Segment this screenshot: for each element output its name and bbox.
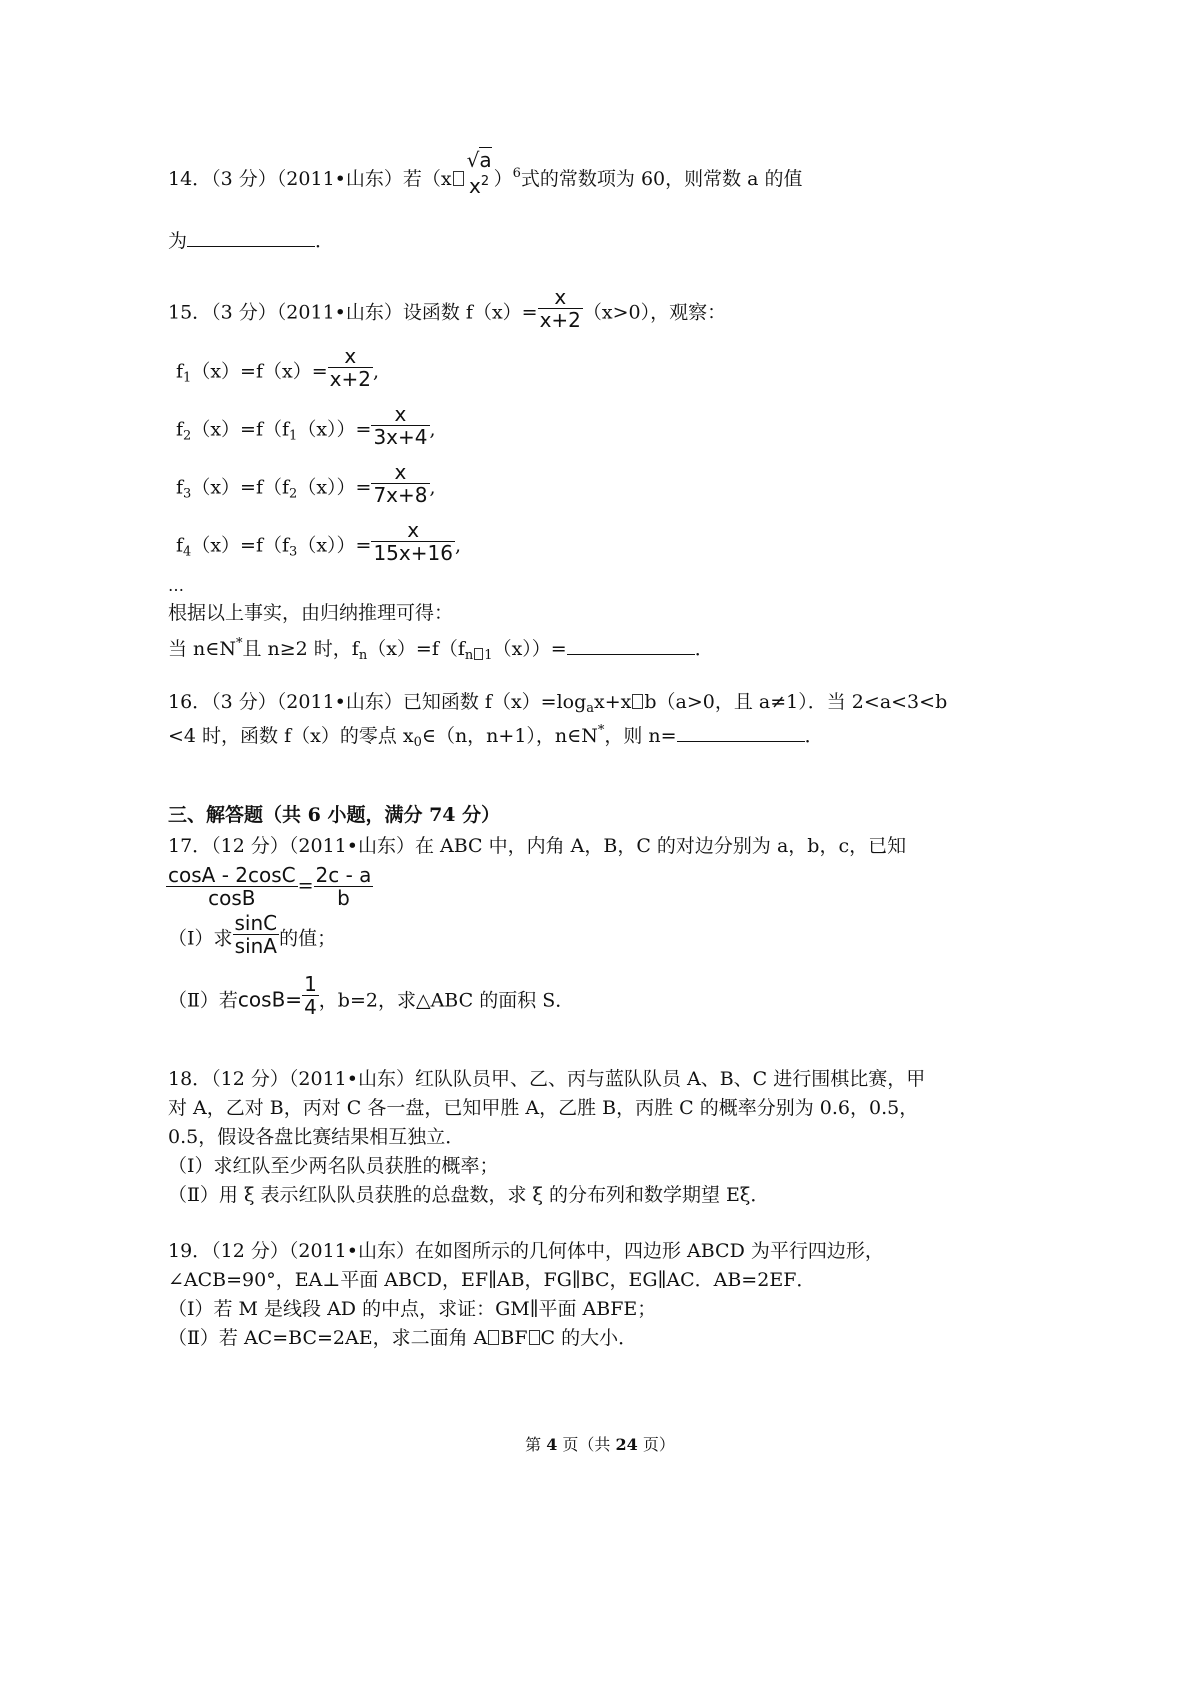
q17-part2-a: （Ⅱ）若 [168, 989, 238, 1012]
q17-frac2-num: 2c - a [315, 863, 372, 887]
page-footer [0, 1437, 1200, 1453]
q15-f4-line [176, 518, 461, 565]
q15-f1-den: x+2 [329, 367, 371, 391]
q15-f3-expr: （x）=f（f [191, 476, 290, 499]
q15-f4-tail: , [454, 534, 461, 557]
footer-page-number: 4 [546, 1435, 558, 1454]
q17-part1-b: 的值； [279, 927, 337, 950]
q19-line1: 19．（12 分）（2011•山东）在如图所示的几何体中，四边形 ABCD 为平行四边形， [168, 1240, 884, 1262]
footer-a: 第 [525, 1435, 547, 1454]
q16-line1-b: x+x [594, 691, 632, 713]
q15-final-sub: n [358, 648, 368, 663]
q15-f3-fraction [371, 461, 429, 506]
q18-line3: 0.5，假设各盘比赛结果相互独立． [168, 1126, 465, 1148]
q14-suffix: 式的常数项为 60，则常数 a 的值 [520, 168, 803, 190]
q16-line2-star: * [597, 723, 605, 738]
q15-answer-blank[interactable] [567, 636, 695, 655]
q14-prefix: 14．（3 分）（2011•山东）若（x [168, 168, 452, 190]
q14-sqrt-a: a [479, 148, 492, 172]
q19-part2-b: BF [500, 1327, 528, 1349]
missing-glyph-icon [632, 694, 643, 709]
q15-f2-fraction [371, 403, 429, 448]
q15-f2-sub: 2 [183, 428, 192, 444]
q16-line2-c: ，则 n= [604, 725, 677, 747]
q15-final-end: ． [694, 638, 714, 660]
q15-f3-sub: 3 [183, 486, 192, 502]
footer-c: 页） [637, 1435, 675, 1454]
q14-denominator [465, 171, 494, 197]
q18-line2: 对 A，乙对 B，丙对 C 各一盘，已知甲胜 A，乙胜 B，丙胜 C 的概率分别为 0.6，0.5， [168, 1097, 919, 1119]
q19-part2 [168, 1329, 637, 1348]
q15-f2-line [176, 402, 436, 449]
q16-line1 [168, 693, 947, 715]
q15-f4-fraction [371, 519, 455, 564]
q15-f4-sub2: 3 [289, 544, 298, 560]
q18-part2: （Ⅱ）用 ξ 表示红队队员获胜的总盘数，求 ξ 的分布列和数学期望 Eξ． [168, 1184, 770, 1206]
q14-end: ． [315, 230, 335, 252]
q17-eq: = [297, 874, 314, 897]
q19-part2-c: C 的大小． [540, 1327, 638, 1349]
q16-line2-a: <4 时，函数 f（x）的零点 x [168, 725, 414, 747]
q15-f3-sub2: 2 [289, 486, 298, 502]
q17-part1 [168, 911, 337, 958]
q15-final-sub2: n [464, 648, 474, 663]
q19-part2-a: （Ⅱ）若 AC=BC=2AE，求二面角 A [168, 1327, 488, 1349]
q14-numerator [465, 149, 494, 171]
q17-given-equation [166, 864, 373, 909]
q15-f4-expr2: （x））= [297, 534, 372, 557]
q15-f3-f: f [176, 476, 184, 499]
q15-f2-den: 3x+4 [373, 425, 428, 449]
q14-den-exp: 2 [480, 174, 490, 189]
q17-part2-num: 1 [304, 972, 317, 996]
q15-final-d: （x））= [492, 638, 567, 660]
q15-ellipsis: … [168, 576, 184, 595]
q15-final-a: 当 n∈N [168, 638, 236, 660]
q15-f4-num: x [371, 519, 455, 542]
q17-part1-frac [233, 912, 280, 957]
q15-tail: （x>0），观察： [582, 301, 727, 324]
missing-glyph-icon [453, 171, 464, 186]
q17-part2-den: 4 [304, 995, 317, 1019]
missing-glyph-icon [488, 1330, 499, 1345]
q15-f3-expr2: （x））= [297, 476, 372, 499]
q15-fraction [538, 286, 583, 331]
q15-f1-expr: （x）=f（x）= [191, 360, 328, 383]
footer-b: 页（共 [557, 1435, 616, 1454]
q15-f2-expr: （x）=f（f [191, 418, 290, 441]
q16-line2-end: ． [804, 725, 824, 747]
q17-part1-den: sinA [234, 934, 277, 958]
q17-part1-a: （Ⅰ）求 [168, 927, 233, 950]
q15-f1-line [176, 344, 380, 391]
q15-final-sub3: 1 [484, 648, 493, 663]
q15-den: x+2 [539, 308, 581, 332]
q17-frac2 [314, 864, 374, 909]
q14-line1 [168, 148, 803, 198]
q15-f1-fraction [328, 345, 373, 390]
q15-induction: 根据以上事实，由归纳推理可得： [168, 602, 454, 624]
section3-title: 三、解答题（共 6 小题，满分 74 分） [168, 804, 501, 826]
q14-power: 6 [512, 166, 521, 181]
q17-frac1 [166, 864, 298, 909]
footer-total-pages: 24 [615, 1435, 638, 1454]
q17-part2-cos: cosB= [237, 987, 303, 1012]
q17-line1: 17．（12 分）（2011•山东）在 ABC 中，内角 A，B，C 的对边分别为 a，b，c，已知 [168, 835, 907, 857]
q16-line1-c: b（a>0，且 a≠1）．当 2<a<3<b [644, 691, 948, 713]
sqrt-icon: √ [466, 148, 480, 172]
q16-line2 [168, 723, 824, 749]
q17-part2-b: ，b=2，求△ABC 的面积 S． [318, 989, 575, 1012]
q15-f4-sub: 4 [183, 544, 192, 560]
q15-f4-den: 15x+16 [373, 541, 453, 565]
q15-f1-tail: , [372, 360, 380, 383]
q15-final-b: 且 n≥2 时，f [242, 638, 359, 660]
q15-f3-den: 7x+8 [373, 483, 428, 507]
q19-line2: ∠ACB=90°，EA⊥平面 ABCD，EF∥AB，FG∥BC，EG∥AC．AB=2EF． [168, 1269, 816, 1291]
missing-glyph-icon [529, 1330, 540, 1345]
q14-answer-blank[interactable] [187, 228, 315, 247]
q15-f2-expr2: （x））= [297, 418, 372, 441]
q15-f2-sub2: 1 [289, 428, 298, 444]
q15-f3-tail: , [429, 476, 436, 499]
q15-f4-f: f [176, 534, 184, 557]
q14-close: ） [493, 168, 513, 190]
q15-final-star: * [235, 636, 243, 651]
q15-f4-expr: （x）=f（f [191, 534, 290, 557]
q14-line2-text: 为 [168, 230, 188, 252]
q15-f2-tail: , [429, 418, 436, 441]
q15-final-sub-group [465, 648, 493, 663]
q14-line2 [168, 228, 334, 251]
q15-final-line [168, 636, 714, 662]
q17-part2-frac [302, 973, 319, 1018]
q16-answer-blank[interactable] [677, 723, 805, 742]
q18-line1: 18．（12 分）（2011•山东）红队队员甲、乙、丙与蓝队队员 A、B、C 进行围棋比赛，甲 [168, 1068, 926, 1090]
q16-line1-a: 16．（3 分）（2011•山东）已知函数 f（x）=log [168, 691, 587, 713]
q14-den-x: x [469, 174, 481, 198]
q17-part2 [168, 972, 575, 1019]
q15-final-c: （x）=f（f [367, 638, 465, 660]
q17-frac1-num: cosA - 2cosC [168, 863, 296, 887]
q17-frac2-den: b [337, 886, 350, 910]
q15-f1-f: f [176, 360, 184, 383]
q15-f1-sub: 1 [183, 370, 192, 386]
q15-num: x [538, 286, 583, 309]
missing-glyph-icon [474, 648, 483, 660]
q18-part1: （Ⅰ）求红队至少两名队员获胜的概率； [168, 1155, 499, 1177]
q16-line2-b: ∈（n，n+1），n∈N [421, 725, 598, 747]
q19-part1: （Ⅰ）若 M 是线段 AD 的中点，求证：GM∥平面 ABFE； [168, 1298, 657, 1320]
q16-line1-sub: a [586, 701, 595, 716]
q15-f2-num: x [371, 403, 429, 426]
q15-f3-num: x [371, 461, 429, 484]
q15-f1-num: x [328, 345, 373, 368]
q16-line2-sub: 0 [413, 735, 422, 750]
q15-f2-f: f [176, 418, 184, 441]
q17-frac1-den: cosB [208, 886, 256, 910]
q17-part1-num: sinC [234, 911, 278, 935]
q14-fraction [465, 149, 494, 197]
q15-head: 15．（3 分）（2011•山东）设函数 f（x）= [168, 301, 538, 324]
q15-line1 [168, 285, 727, 332]
q15-f3-line [176, 460, 436, 507]
